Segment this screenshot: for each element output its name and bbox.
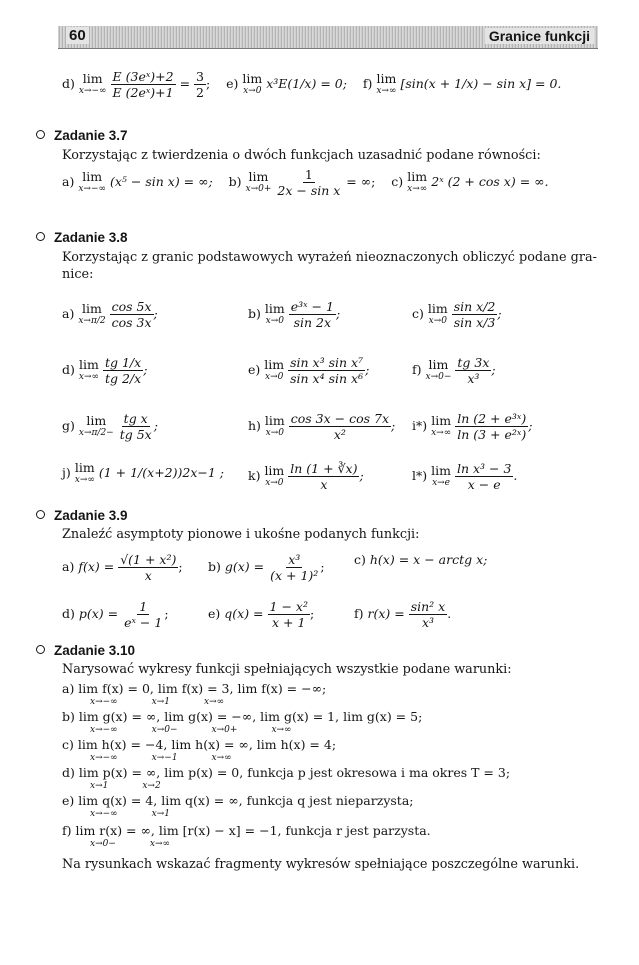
limit-subscripts: x→−∞ x→−1 x→∞ bbox=[90, 753, 232, 763]
function-item: d) p(x) = $\frac{1}{\text{eˣ − 1}}$ ; bbox=[62, 599, 169, 631]
bullet-icon bbox=[36, 130, 45, 139]
exercise-3-9-title: Zadanie 3.9 bbox=[36, 508, 128, 523]
condition-line: c) lim h(x) = −4, lim h(x) = ∞, lim h(x) = 4; bbox=[62, 737, 337, 752]
condition-line: d) lim p(x) = ∞, lim p(x) = 0, funkcja p jest okresowa i ma okres T = 3; bbox=[62, 765, 511, 780]
limit-subscripts: x→−∞ x→1 x→∞ bbox=[90, 697, 225, 707]
exercise-3-7-items: a) lim x→−∞ (x⁵ − sin x) = ∞; b) lim x→0+ $\frac{1}{\text{2x − sin x}}$ = ∞; c) lim x→∞ 2ˣ (2 + cos x) = ∞. bbox=[62, 167, 549, 199]
exercise-3-10-title: Zadanie 3.10 bbox=[36, 643, 135, 658]
bullet-icon bbox=[36, 645, 45, 654]
limit-item: d) lim x→∞ $\frac{tg 1/x}{tg 2/x}$ ; bbox=[62, 355, 148, 387]
limit-subscripts: x→−∞ x→1 bbox=[90, 809, 170, 819]
exercise-3-10-footer: Na rysunkach wskazać fragmenty wykresów spełniające poszczególne warunki. bbox=[62, 857, 580, 872]
page-header bbox=[58, 26, 598, 49]
limit-item: l*) lim x→e $\frac{\text{ln x³ − 3}}{x - e}$ . bbox=[412, 461, 518, 493]
limit-item: b) lim x→0 $\frac{\text{e³ˣ − 1}}{\sin 2x}$ ; bbox=[248, 299, 341, 331]
function-item: f) r(x) = $\frac{\text{sin² x}}{\text{x³}}$ . bbox=[354, 599, 452, 631]
limit-item: h) lim x→0 $\frac{\cos 3x - \cos 7x}{\text{x²}}$ ; bbox=[248, 411, 396, 443]
page-number: 60 bbox=[66, 27, 89, 44]
condition-line: e) lim q(x) = 4, lim q(x) = ∞, funkcja q jest nieparzysta; bbox=[62, 793, 414, 808]
limit-item: e) lim x→0 $\frac{\text{sin x³ sin x⁷}}{\text{sin x⁴ sin x⁶}}$ ; bbox=[248, 355, 370, 387]
limit-item: c) lim x→0 $\frac{\text{sin x/2}}{\text{sin x/3}}$ ; bbox=[412, 299, 502, 331]
limit-subscripts: x→−∞ x→0− x→0+ x→∞ bbox=[90, 725, 292, 735]
function-item: a) f(x) = $\frac{\text{√(1 + x²)}}{x}$ ; bbox=[62, 552, 183, 584]
limit-item: g) lim x→π/2− $\frac{\text{tg x}}{tg 5x}$ ; bbox=[62, 411, 158, 443]
exercise-3-7-text: Korzystając z twierdzenia o dwóch funkcjach uzasadnić podane równości: bbox=[62, 148, 541, 163]
function-item: b) g(x) = $\frac{\text{x³}}{\text{(x + 1)²}}$ ; bbox=[208, 552, 325, 584]
exercise-3-7-title: Zadanie 3.7 bbox=[36, 128, 128, 143]
limit-item: a) lim x→π/2 $\frac{\cos 5x}{\cos 3x}$ ; bbox=[62, 299, 158, 331]
top-line: d) lim x→−∞ $\frac{\text{E (3eˣ)+2}}{\text{E (2eˣ)+1}}$ = $\frac{3}{2}$ ; e) lim x→0 x³E(1/x) = 0; f) lim x→∞ [sin(x + 1/x) − sin x] = 0. bbox=[62, 69, 562, 101]
limit-item: i*) lim x→∞ $\frac{\text{ln (2 + e³ˣ)}}{\text{ln (3 + e²ˣ)}}$ ; bbox=[412, 411, 533, 443]
limit-subscripts: x→1 x→2 bbox=[90, 781, 161, 791]
limit-item: f) lim x→0− $\frac{tg 3x}{\text{x³}}$ ; bbox=[412, 355, 496, 387]
exercise-3-8-text-1: Korzystając z granic podstawowych wyrażeń nieoznaczonych obliczyć podane gra- bbox=[62, 250, 597, 265]
bullet-icon bbox=[36, 510, 45, 519]
limit-item: k) lim x→0 $\frac{\ln (1 + ∛x)}{x}$ ; bbox=[248, 461, 364, 493]
function-item: e) q(x) = $\frac{\text{1 − x²}}{x + 1}$ ; bbox=[208, 599, 315, 631]
limit-item: j) lim x→∞ (1 + 1/(x+2))2x−1 ; bbox=[62, 460, 225, 485]
exercise-3-9-text: Znaleźć asymptoty pionowe i ukośne podanych funkcji: bbox=[62, 527, 420, 542]
bullet-icon bbox=[36, 232, 45, 241]
condition-line: a) lim f(x) = 0, lim f(x) = 3, lim f(x) = −∞; bbox=[62, 681, 327, 696]
condition-line: b) lim g(x) = ∞, lim g(x) = −∞, lim g(x) = 1, lim g(x) = 5; bbox=[62, 709, 423, 724]
limit-subscripts: x→0− x→∞ bbox=[90, 839, 171, 849]
exercise-3-8-title: Zadanie 3.8 bbox=[36, 230, 128, 245]
exercise-3-8-text-2: nice: bbox=[62, 267, 94, 282]
function-item: c) h(x) = x − arctg x; bbox=[354, 552, 488, 567]
chapter-title: Granice funkcji bbox=[485, 28, 594, 44]
exercise-3-10-text: Narysować wykresy funkcji spełniających wszystkie podane warunki: bbox=[62, 662, 512, 677]
condition-line: f) lim r(x) = ∞, lim [r(x) − x] = −1, funkcja r jest parzysta. bbox=[62, 823, 431, 838]
